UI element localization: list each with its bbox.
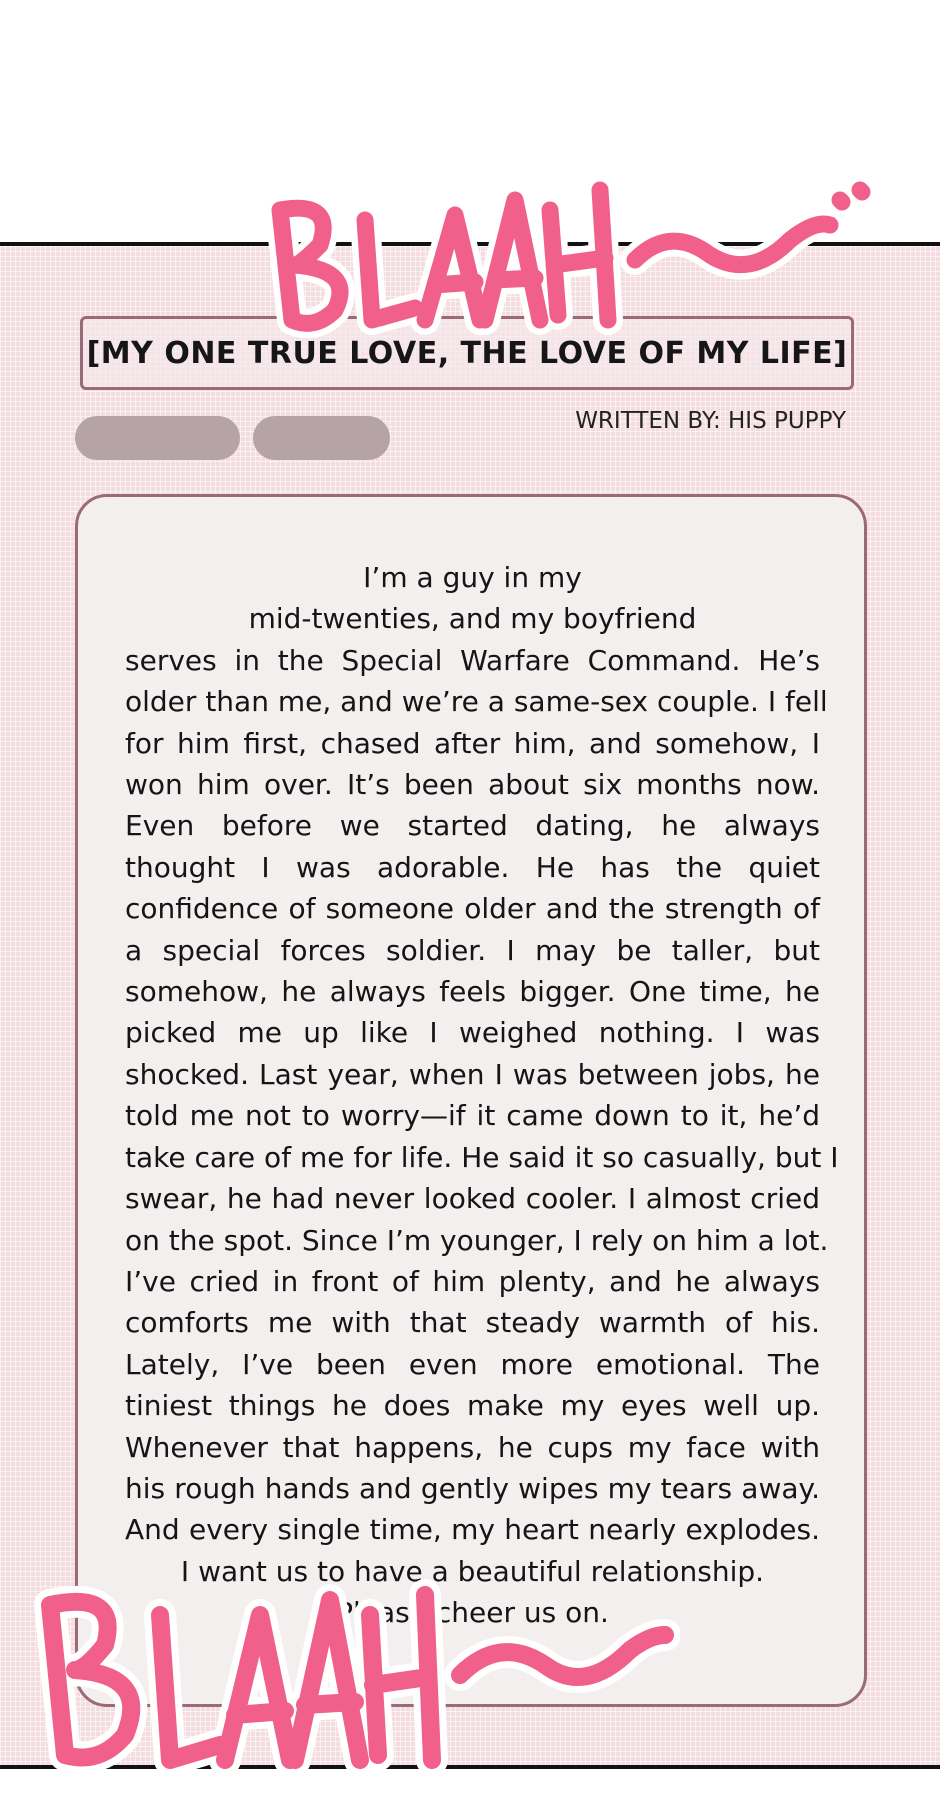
story-line: thought I was adorable. He has the quiet: [125, 850, 820, 884]
story-line: his rough hands and gently wipes my tears away.: [125, 1471, 820, 1505]
comic-panel: [0, 242, 940, 1769]
story-line: take care of me for life. He said it so casually, but I: [125, 1140, 839, 1174]
story-line: serves in the Special Warfare Command. He’s: [125, 643, 820, 677]
story-box: [75, 494, 867, 1707]
byline: WRITTEN BY: HIS PUPPY: [575, 408, 846, 434]
story-text: [125, 557, 839, 1634]
story-line: a special forces soldier. I may be taller, but: [125, 933, 820, 967]
story-line: tiniest things he does make my eyes well up.: [125, 1389, 820, 1423]
story-line: Even before we started dating, he always: [125, 809, 820, 843]
story-line: Whenever that happens, he cups my face with: [125, 1430, 820, 1464]
story-line: for him first, chased after him, and somehow, I: [125, 726, 820, 760]
story-line: somehow, he always feels bigger. One time, he: [125, 975, 820, 1009]
story-line: older than me, and we’re a same-sex couple. I fell: [125, 685, 828, 719]
story-line: confidence of someone older and the strength of: [125, 892, 820, 926]
blurred-tag-1: [75, 416, 240, 460]
story-line: won him over. It’s been about six months now.: [125, 768, 820, 802]
blurred-tag-2: [253, 416, 390, 460]
story-line: I want us to have a beautiful relationship.: [180, 1554, 765, 1588]
story-line: picked me up like I weighed nothing. I was: [125, 1016, 820, 1050]
story-title: [MY ONE TRUE LOVE, THE LOVE OF MY LIFE]: [86, 335, 848, 371]
story-line: I’ve cried in front of him plenty, and he always: [125, 1264, 820, 1298]
story-line: shocked. Last year, when I was between jobs, he: [125, 1057, 820, 1091]
story-line: Lately, I’ve been even more emotional. The: [125, 1347, 820, 1381]
story-line: mid-twenties, and my boyfriend: [248, 602, 697, 636]
story-line: I’m a guy in my: [363, 561, 582, 594]
story-line: Please cheer us on.: [336, 1596, 609, 1630]
story-title-box: [80, 316, 854, 390]
story-line: And every single time, my heart nearly explodes.: [125, 1513, 820, 1547]
story-line: told me not to worry—if it came down to it, he’d: [125, 1099, 820, 1133]
story-line: comforts me with that steady warmth of his.: [125, 1306, 820, 1340]
story-line: on the spot. Since I’m younger, I rely on him a lot.: [125, 1223, 829, 1257]
story-line: swear, he had never looked cooler. I almost cried: [125, 1182, 820, 1216]
